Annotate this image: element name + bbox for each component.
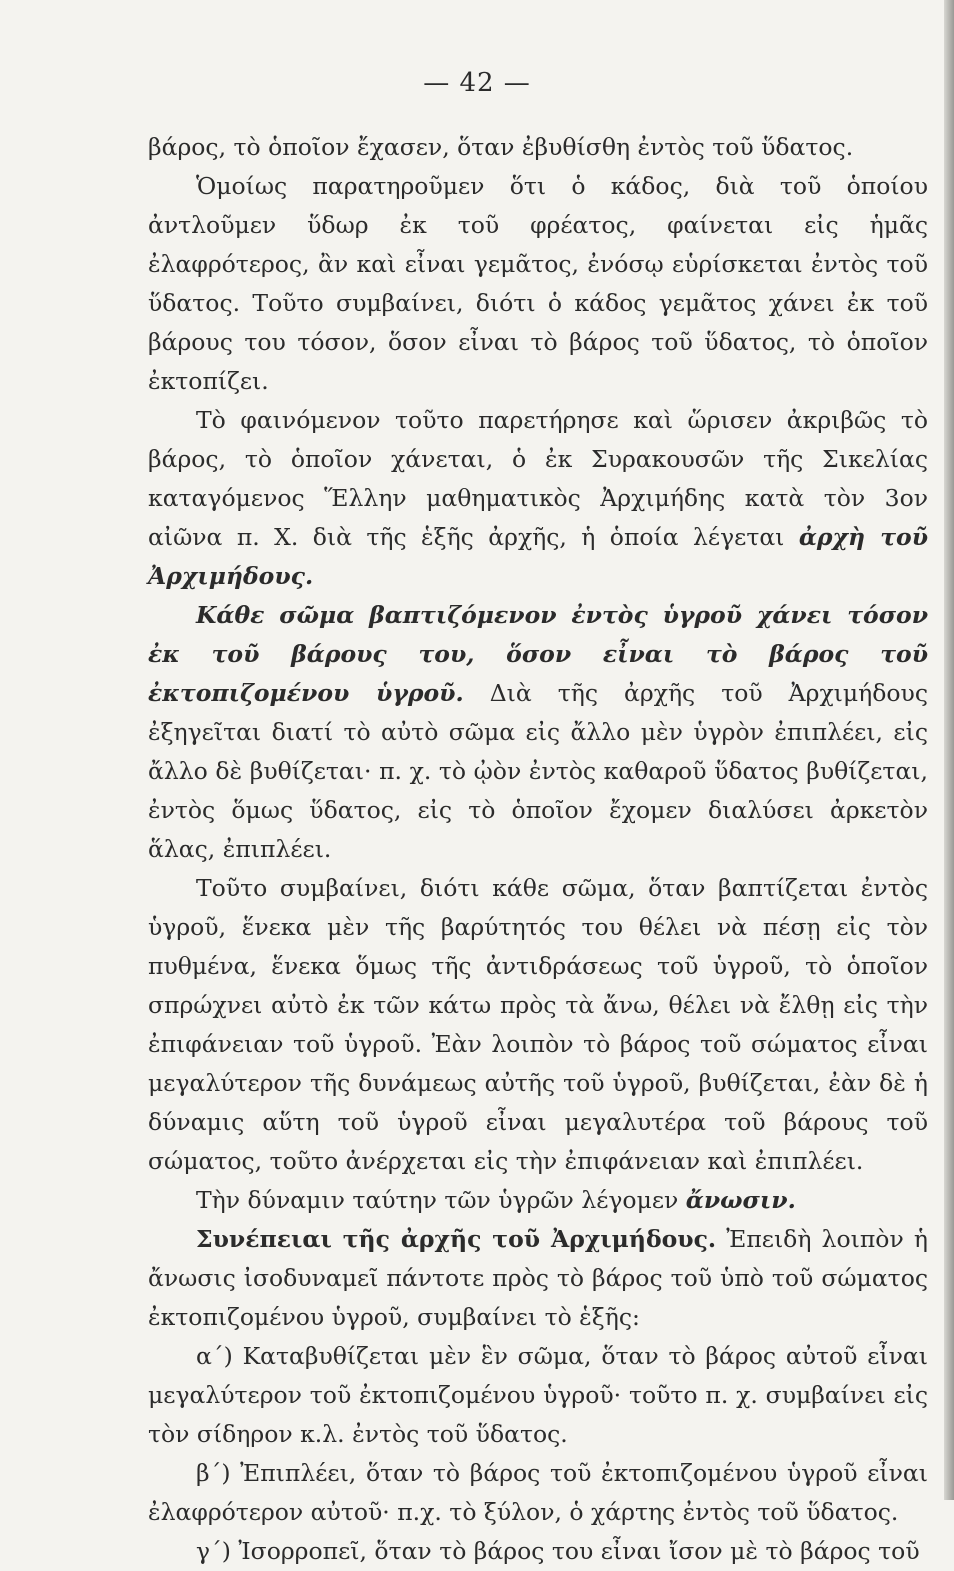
principle-statement: Κάθε σῶμα βαπτιζόμενον ἐντὸς ὑγροῦ χάνει τόσον ἐκ τοῦ βάρους του, ὅσον εἶναι τὸ βάρος τοῦ ἐκτοπιζομένου ὑγροῦ.: [148, 601, 928, 707]
archimedes-principle-term: ἀρχὴ τοῦ Ἀρχιμήδους.: [148, 523, 928, 590]
paragraph: Ὁμοίως παρατηροῦμεν ὅτι ὁ κάδος, διὰ τοῦ ὁποίου ἀντλοῦμεν ὕδωρ ἐκ τοῦ φρέατος, φαίνεται εἰς ἡμᾶς ἐλαφρότερος, ἂν καὶ εἶναι γεμᾶτος, ἐνόσῳ εὑρίσκεται ἐντὸς τοῦ ὕδατος. Τοῦτο συμβαίνει, διότι ὁ κάδος γεμᾶτος χάνει ἐκ τοῦ βάρους του τόσον, ὅσον εἶναι τὸ βάρος τοῦ ὕδατος, τὸ ὁποῖον ἐκτοπίζει.: [148, 172, 928, 395]
list-item: γ΄) Ἰσορροπεῖ, ὅταν τὸ βάρος του εἶναι ἴσον μὲ τὸ βάρος τοῦ: [196, 1537, 920, 1565]
page-edge-shadow: [944, 0, 954, 1500]
section-heading: Συνέπειαι τῆς ἀρχῆς τοῦ Ἀρχιμήδους.: [196, 1225, 717, 1253]
paragraph: Κάθε σῶμα βαπτιζόμενον ἐντὸς ὑγροῦ χάνει τόσον ἐκ τοῦ βάρους του, ὅσον εἶναι τὸ βάρος τοῦ ἐκτοπιζομένου ὑγροῦ. Διὰ τῆς ἀρχῆς τοῦ Ἀρχιμήδους ἐξηγεῖται διατί τὸ αὐτὸ σῶμα εἰς ἄλλο μὲν ὑγρὸν ἐπιπλέει, εἰς ἄλλο δὲ βυθίζεται· π. χ. τὸ ᾠὸν ἐντὸς καθαροῦ ὕδατος βυθίζεται, ἐντὸς ὅμως ὕδατος, εἰς τὸ ὁποῖον ἔχομεν διαλύσει ἀρκετὸν ἅλας, ἐπιπλέει.: [148, 601, 928, 863]
paragraph: Συνέπειαι τῆς ἀρχῆς τοῦ Ἀρχιμήδους. Ἐπειδὴ λοιπὸν ἡ ἄνωσις ἰσοδυναμεῖ πάντοτε πρὸς τὸ βάρος τοῦ ὑπὸ τοῦ σώματος ἐκτοπιζομένου ὑγροῦ, συμβαίνει τὸ ἑξῆς:: [148, 1225, 928, 1331]
paragraph: Τὸ φαινόμενον τοῦτο παρετήρησε καὶ ὥρισεν ἀκριβῶς τὸ βάρος, τὸ ὁποῖον χάνεται, ὁ ἐκ Συρακουσῶν τῆς Σικελίας καταγόμενος Ἕλλην μαθηματικὸς Ἀρχιμήδης κατὰ τὸν 3ον αἰῶνα π. Χ. διὰ τῆς ἑξῆς ἀρχῆς, ἡ ὁποία λέγεται ἀρχὴ τοῦ Ἀρχιμήδους.: [148, 406, 928, 590]
body-text: [148, 128, 928, 1571]
paragraph: Τὴν δύναμιν ταύτην τῶν ὑγρῶν λέγομεν ἄνωσιν.: [196, 1186, 796, 1214]
buoyancy-term: ἄνωσιν.: [685, 1186, 796, 1214]
list-item: β΄) Ἐπιπλέει, ὅταν τὸ βάρος τοῦ ἐκτοπιζομένου ὑγροῦ εἶναι ἐλαφρότερον αὐτοῦ· π.χ. τὸ ξύλον, ὁ χάρτης ἐντὸς τοῦ ὕδατος.: [148, 1459, 928, 1526]
paragraph: βάρος, τὸ ὁποῖον ἔχασεν, ὅταν ἐβυθίσθη ἐντὸς τοῦ ὕδατος.: [148, 133, 854, 161]
list-item: α΄) Καταβυθίζεται μὲν ἓν σῶμα, ὅταν τὸ βάρος αὐτοῦ εἶναι μεγαλύτερον τοῦ ἐκτοπιζομένου ὑγροῦ· τοῦτο π. χ. συμβαίνει εἰς τὸν σίδηρον κ.λ. ἐντὸς τοῦ ὕδατος.: [148, 1342, 928, 1448]
page-number: — 42 —: [423, 68, 531, 98]
paragraph: Τοῦτο συμβαίνει, διότι κάθε σῶμα, ὅταν βαπτίζεται ἐντὸς ὑγροῦ, ἕνεκα μὲν τῆς βαρύτητός του θέλει νὰ πέσῃ εἰς τὸν πυθμένα, ἕνεκα ὅμως τῆς ἀντιδράσεως τοῦ ὑγροῦ, τὸ ὁποῖον σπρώχνει αὐτὸ ἐκ τῶν κάτω πρὸς τὰ ἄνω, θέλει νὰ ἔλθῃ εἰς τὴν ἐπιφάνειαν τοῦ ὑγροῦ. Ἐὰν λοιπὸν τὸ βάρος τοῦ σώματος εἶναι μεγαλύτερον τῆς δυνάμεως αὐτῆς τοῦ ὑγροῦ, βυθίζεται, ἐὰν δὲ ἡ δύναμις αὕτη τοῦ ὑγροῦ εἶναι μεγαλυτέρα τοῦ βάρους τοῦ σώματος, τοῦτο ἀνέρχεται εἰς τὴν ἐπιφάνειαν καὶ ἐπιπλέει.: [148, 874, 928, 1175]
